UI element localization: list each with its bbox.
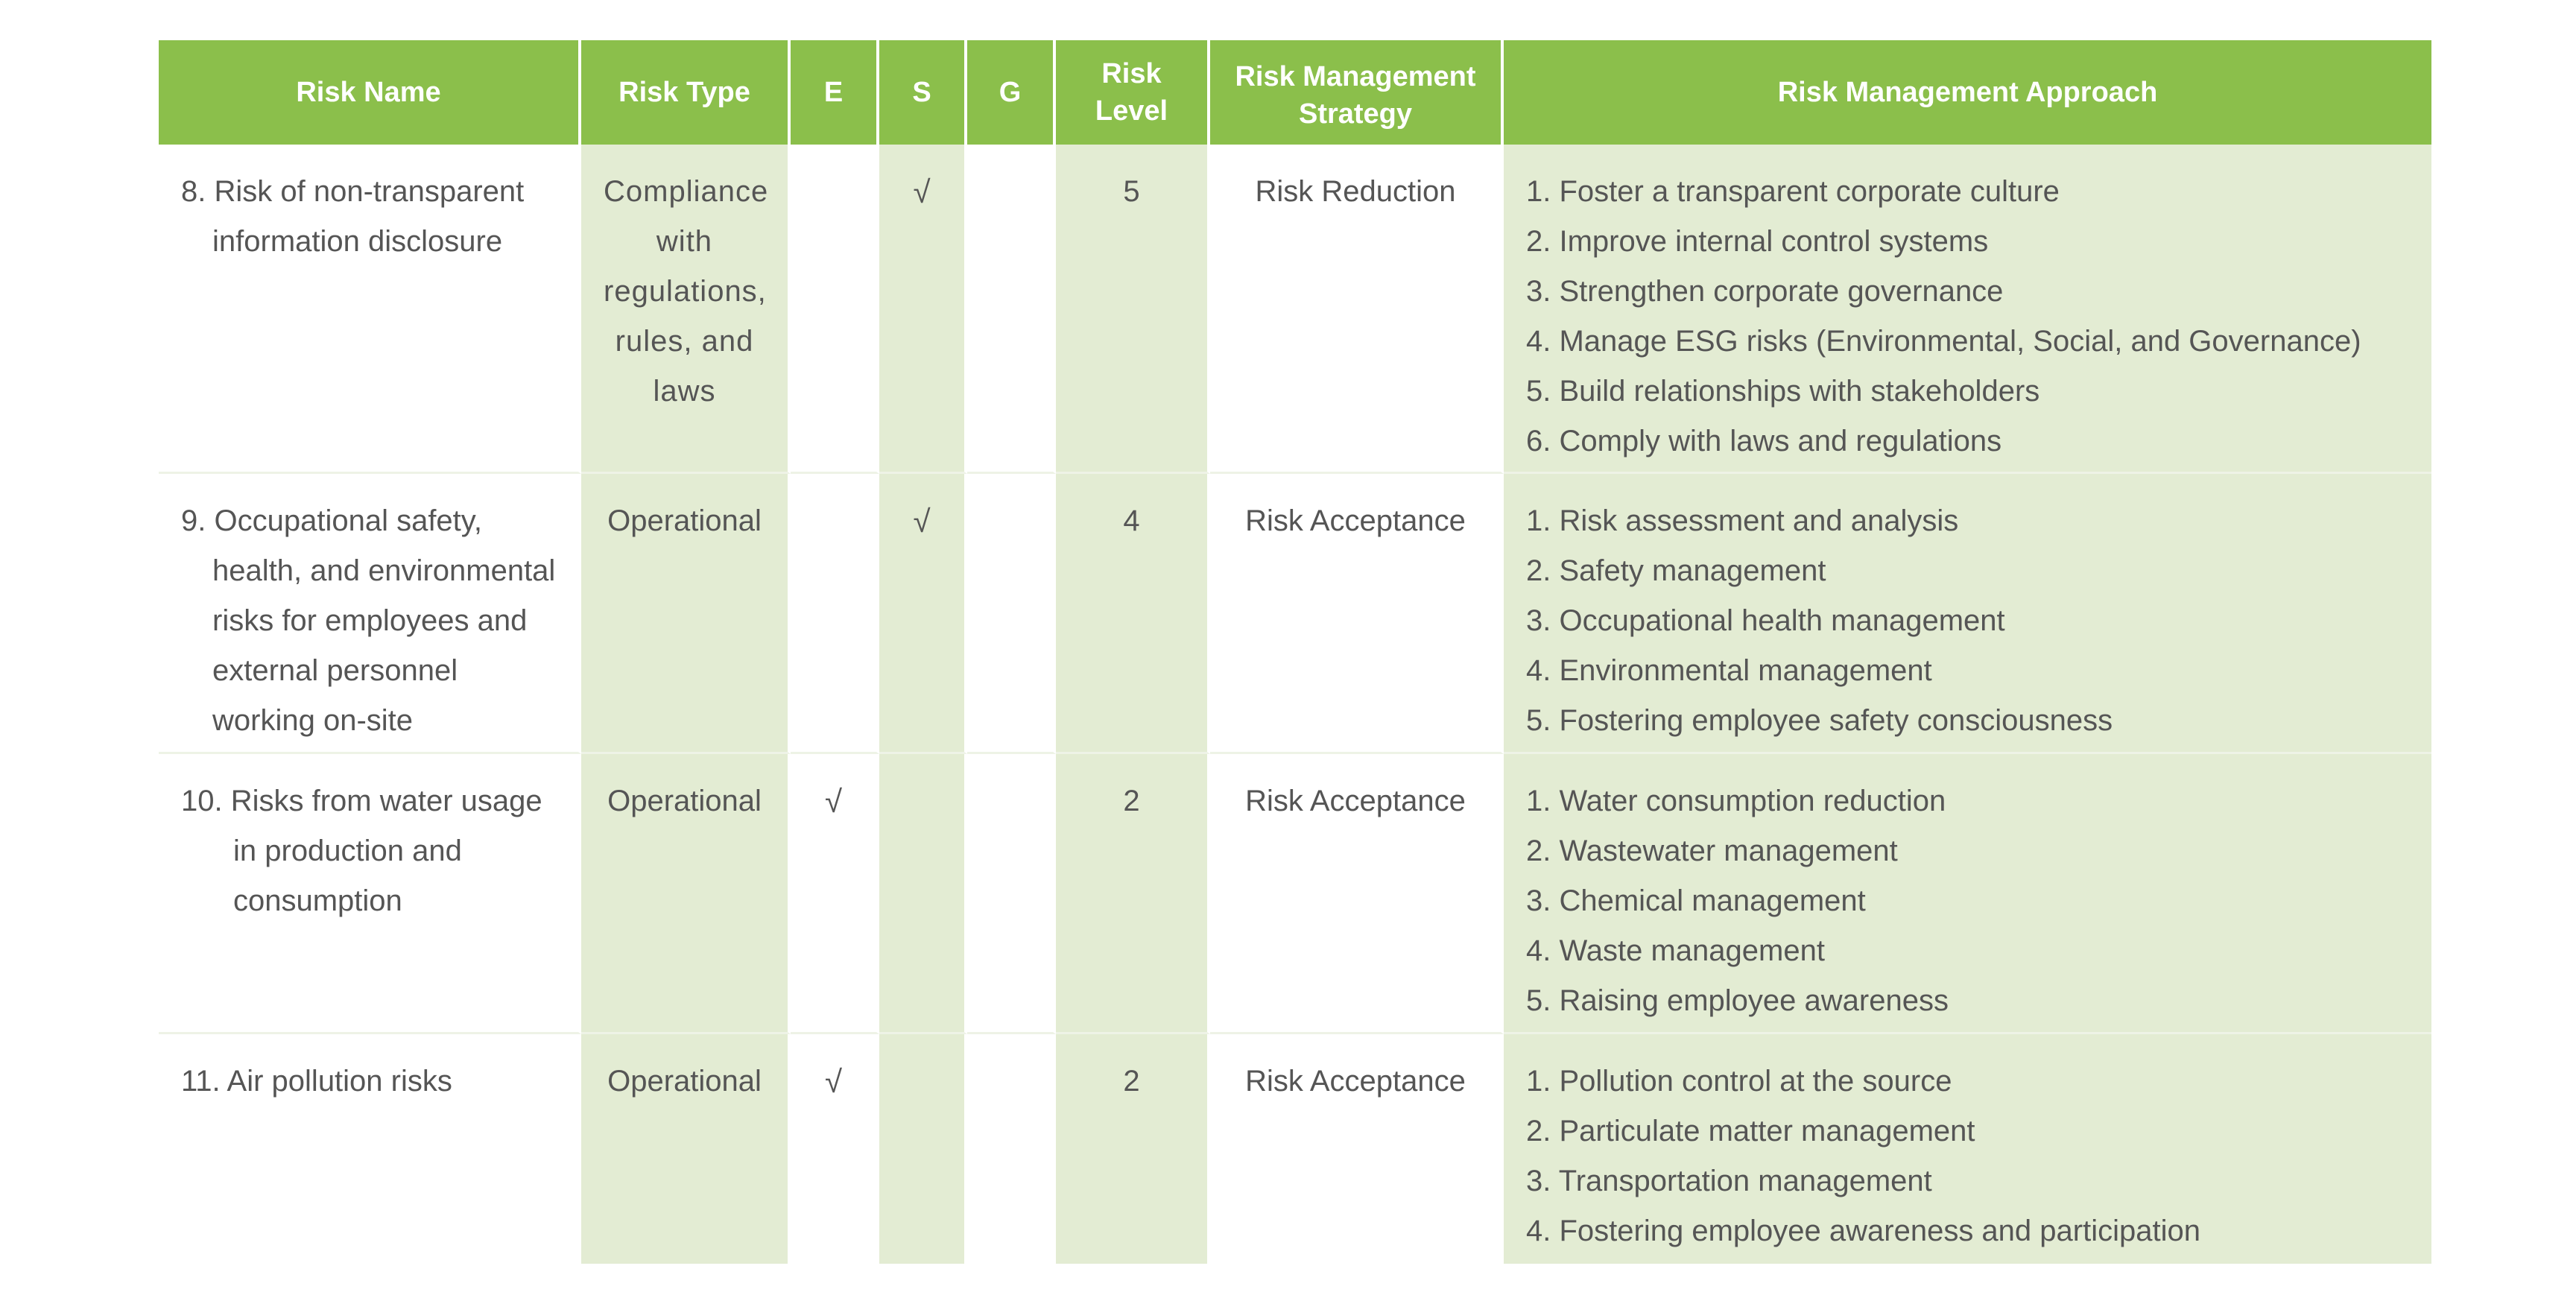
risk-name-cell (159, 1034, 581, 1264)
approach-item: 1. Foster a transparent corporate culture (1526, 175, 2060, 208)
risk-level-cell: 2 (1056, 1034, 1210, 1264)
g-cell (967, 145, 1056, 474)
table-row (159, 145, 2431, 474)
approach-item: 2. Wastewater management (1526, 835, 1898, 867)
g-cell (967, 474, 1056, 754)
approach-item: 4. Waste management (1526, 934, 1825, 967)
approach-item: 6. Comply with laws and regulations (1526, 425, 2002, 458)
header-risk-name: Risk Name (159, 40, 581, 145)
e-check: √ (824, 1064, 843, 1099)
risk-name-text: Risk of non-transparent information disclosure (212, 175, 525, 258)
s-check: √ (913, 174, 931, 209)
header-risk-level: Risk Level (1056, 40, 1210, 145)
approach-cell (1504, 1034, 2431, 1264)
risk-type-cell: Operational (581, 754, 791, 1034)
approach-item: 3. Strengthen corporate governance (1526, 275, 2004, 308)
approach-item: 2. Particulate matter management (1526, 1115, 1975, 1147)
approach-list (1526, 167, 2417, 466)
risk-name-cell (159, 474, 581, 754)
risk-management-table (159, 40, 2431, 1264)
table-row (159, 1034, 2431, 1264)
risk-level-cell: 2 (1056, 754, 1210, 1034)
risk-number: 11. (181, 1065, 221, 1098)
risk-name-cell (159, 145, 581, 474)
approach-item: 4. Fostering employee awareness and participation (1526, 1215, 2200, 1247)
risk-number: 10. (181, 785, 223, 817)
risk-name (181, 167, 563, 267)
header-row (159, 40, 2431, 145)
approach-item: 1. Risk assessment and analysis (1526, 504, 1959, 537)
risk-name-text: Occupational safety, health, and environmental risks for employees and external personnel working on-site (212, 504, 556, 737)
approach-item: 2. Improve internal control systems (1526, 225, 1989, 258)
e-cell (791, 145, 879, 474)
approach-list (1526, 776, 2417, 1026)
s-cell (879, 145, 967, 474)
approach-item: 1. Pollution control at the source (1526, 1065, 1952, 1098)
approach-item: 3. Transportation management (1526, 1165, 1932, 1197)
risk-level-cell: 5 (1056, 145, 1210, 474)
header-s: S (879, 40, 967, 145)
approach-item: 1. Water consumption reduction (1526, 785, 1946, 817)
s-cell (879, 1034, 967, 1264)
header-approach: Risk Management Approach (1504, 40, 2431, 145)
risk-number: 9. (181, 504, 206, 537)
approach-item: 4. Environmental management (1526, 654, 1932, 687)
risk-type-cell: Operational (581, 474, 791, 754)
strategy-cell: Risk Acceptance (1210, 754, 1504, 1034)
approach-item: 3. Occupational health management (1526, 604, 2005, 637)
g-cell (967, 754, 1056, 1034)
e-cell (791, 1034, 879, 1264)
header-risk-type: Risk Type (581, 40, 791, 145)
header-e: E (791, 40, 879, 145)
s-cell (879, 474, 967, 754)
risk-level-cell: 4 (1056, 474, 1210, 754)
risk-type-cell: Operational (581, 1034, 791, 1264)
header-strategy: Risk Management Strategy (1210, 40, 1504, 145)
approach-list (1526, 496, 2417, 746)
approach-item: 5. Raising employee awareness (1526, 984, 1949, 1017)
e-check: √ (824, 784, 843, 819)
risk-name-text: Risks from water usage in production and consumption (230, 785, 542, 917)
table-row (159, 474, 2431, 754)
table-row (159, 754, 2431, 1034)
approach-item: 5. Build relationships with stakeholders (1526, 375, 2040, 408)
risk-number: 8. (181, 175, 206, 208)
risk-type-cell: Compliance with regulations, rules, and laws (581, 145, 791, 474)
strategy-cell: Risk Reduction (1210, 145, 1504, 474)
risk-name-text: Air pollution risks (227, 1065, 452, 1098)
risk-name (181, 776, 563, 926)
risk-name (181, 1057, 563, 1107)
approach-item: 4. Manage ESG risks (Environmental, Social, and Governance) (1526, 325, 2361, 358)
risk-name-cell (159, 754, 581, 1034)
approach-cell (1504, 145, 2431, 474)
g-cell (967, 1034, 1056, 1264)
approach-item: 2. Safety management (1526, 554, 1826, 587)
approach-list (1526, 1057, 2417, 1256)
header-g: G (967, 40, 1056, 145)
e-cell (791, 754, 879, 1034)
approach-cell (1504, 754, 2431, 1034)
s-cell (879, 754, 967, 1034)
s-check: √ (913, 504, 931, 539)
approach-cell (1504, 474, 2431, 754)
strategy-cell: Risk Acceptance (1210, 1034, 1504, 1264)
approach-item: 5. Fostering employee safety consciousness (1526, 704, 2113, 737)
e-cell (791, 474, 879, 754)
strategy-cell: Risk Acceptance (1210, 474, 1504, 754)
risk-name (181, 496, 563, 746)
approach-item: 3. Chemical management (1526, 884, 1866, 917)
